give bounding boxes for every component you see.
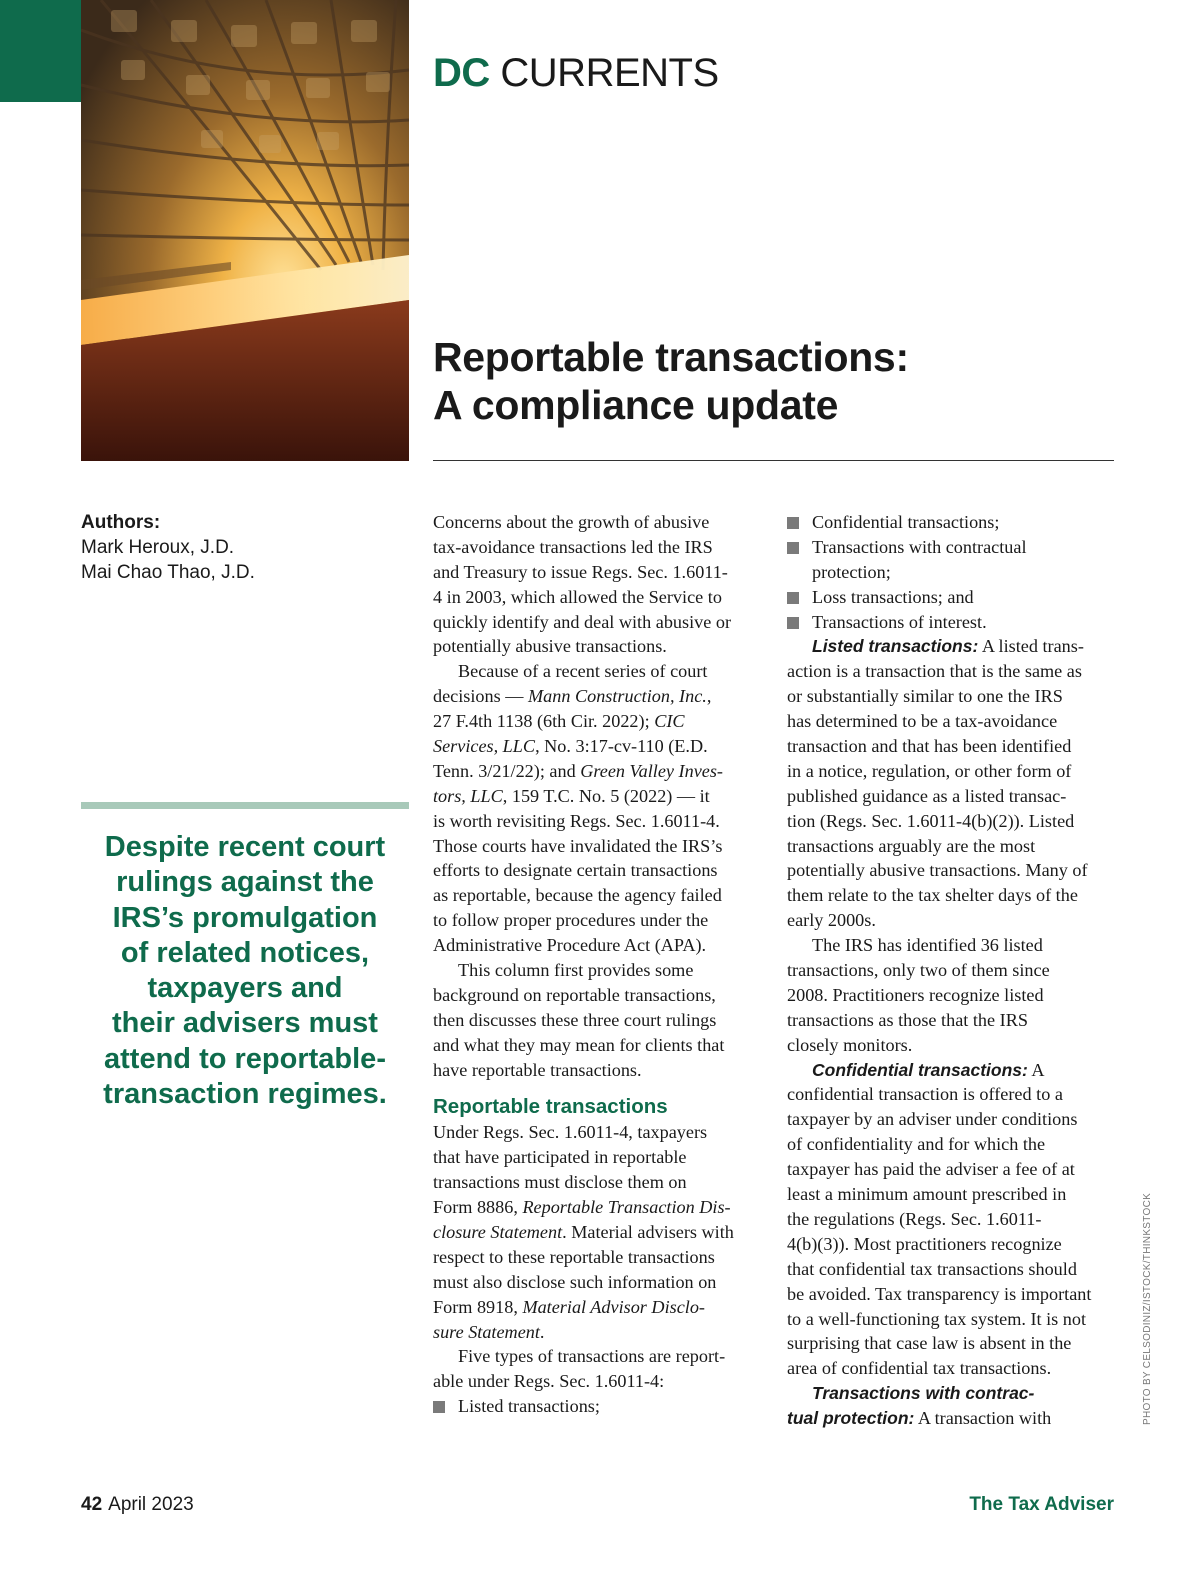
run-in-heading: Transactions with contrac- xyxy=(812,1383,1035,1404)
body-line: that confidential tax transactions should xyxy=(787,1258,1077,1279)
body-line: then discusses these three court rulings xyxy=(433,1009,717,1030)
body-line: 2008. Practitioners recognize listed xyxy=(787,984,1044,1005)
section-subheading: Reportable transactions xyxy=(433,1095,668,1119)
run-in-heading: Confidential transactions: xyxy=(812,1059,1028,1080)
body-text: Form 8918, xyxy=(433,1296,523,1317)
body-line: Those courts have invalidated the IRS’s xyxy=(433,835,723,856)
body-text: , xyxy=(706,686,712,707)
authors-heading: Authors: xyxy=(81,512,161,533)
body-line: efforts to designate certain transactions xyxy=(433,860,718,881)
body-text: . Material advisers with xyxy=(562,1221,734,1242)
square-bullet-icon xyxy=(787,592,799,604)
body-line: taxpayer by an adviser under conditions xyxy=(787,1109,1078,1130)
body-line: Under Regs. Sec. 1.6011-4, taxpayers xyxy=(433,1122,708,1143)
body-line xyxy=(787,1381,1117,1406)
case-name: Mann Construction, Inc. xyxy=(527,686,707,707)
body-line: to a well-functioning tax system. It is not xyxy=(787,1308,1087,1329)
form-title: Reportable Transaction Dis- xyxy=(522,1197,731,1218)
page-number: 42 xyxy=(81,1494,103,1515)
pull-quote-line: their advisers must xyxy=(112,1007,378,1040)
form-title: closure Statement xyxy=(433,1221,563,1242)
body-line xyxy=(433,709,761,734)
footer-folio xyxy=(81,1494,194,1516)
body-line: This column first provides some xyxy=(458,960,694,981)
body-line: transactions as those that the IRS xyxy=(787,1009,1028,1030)
body-line: to follow proper procedures under the xyxy=(433,910,709,931)
body-line: closely monitors. xyxy=(787,1034,913,1055)
body-text: A transaction with xyxy=(914,1408,1052,1429)
bullet-text: Transactions with contractual xyxy=(812,536,1027,557)
body-line: have reportable transactions. xyxy=(433,1059,642,1080)
body-line: them relate to the tax shelter days of the xyxy=(787,885,1078,906)
body-line: Because of a recent series of court xyxy=(458,661,708,682)
brand-color-block xyxy=(0,0,81,102)
case-name: tors, LLC xyxy=(433,785,503,806)
issue-date: April 2023 xyxy=(108,1494,194,1515)
publication-name: The Tax Adviser xyxy=(969,1494,1114,1515)
body-line: in a notice, regulation, or other form of xyxy=(787,760,1072,781)
photo-credit: PHOTO BY CELSODINIZ/ISTOCK/THINKSTOCK xyxy=(1142,1192,1153,1425)
body-line: potentially abusive transactions. xyxy=(433,636,667,657)
section-name: CURRENTS xyxy=(500,51,719,95)
body-line: published guidance as a listed transac- xyxy=(787,785,1067,806)
pull-quote xyxy=(81,830,409,1112)
body-line: action is a transaction that is the same as xyxy=(787,661,1082,682)
body-line: transactions arguably are the most xyxy=(787,835,1036,856)
body-line: The IRS has identified 36 listed xyxy=(812,935,1043,956)
pull-quote-line: attend to reportable- xyxy=(104,1042,386,1075)
run-in-heading: Listed transactions: xyxy=(812,636,979,657)
case-name: CIC xyxy=(654,711,685,732)
pull-quote-line: IRS’s promulgation xyxy=(112,901,378,934)
bullet-continuation: protection; xyxy=(812,561,891,582)
body-line: early 2000s. xyxy=(787,910,876,931)
body-line: respect to these reportable transactions xyxy=(433,1246,715,1267)
body-line xyxy=(433,759,761,784)
body-line: Concerns about the growth of abusive xyxy=(433,512,710,532)
body-line: Five types of transactions are report- xyxy=(458,1346,726,1367)
square-bullet-icon xyxy=(433,1401,445,1413)
body-line: Administrative Procedure Act (APA). xyxy=(433,935,707,956)
square-bullet-icon xyxy=(787,617,799,629)
body-column-middle xyxy=(433,510,761,1419)
body-line: area of confidential tax transactions. xyxy=(787,1358,1052,1379)
bullet-item xyxy=(787,510,1117,535)
body-line: quickly identify and deal with abusive or xyxy=(433,611,731,632)
body-line xyxy=(433,1320,761,1345)
body-line: and what they may mean for clients that xyxy=(433,1034,725,1055)
body-text: A listed trans- xyxy=(978,636,1084,657)
pull-quote-line: rulings against the xyxy=(116,866,374,899)
title-divider xyxy=(433,460,1114,461)
body-text: , No. 3:17-cv-110 (E.D. xyxy=(535,736,708,757)
author-name: Mai Chao Thao, J.D. xyxy=(81,562,255,583)
body-line xyxy=(433,734,761,759)
bullet-text: Transactions of interest. xyxy=(812,611,987,632)
body-line: least a minimum amount prescribed in xyxy=(787,1184,1067,1205)
form-title: Material Advisor Disclo- xyxy=(522,1296,705,1317)
bullet-item xyxy=(787,535,1117,560)
body-line xyxy=(787,1058,1117,1083)
body-line: taxpayer has paid the adviser a fee of at xyxy=(787,1159,1075,1180)
body-line: 4(b)(3)). Most practitioners recognize xyxy=(787,1233,1062,1254)
body-text: Tenn. 3/21/22); and xyxy=(433,760,581,781)
pullquote-rule xyxy=(81,802,409,809)
authors-block xyxy=(81,510,401,585)
pull-quote-line: of related notices, xyxy=(120,936,370,969)
bullet-item xyxy=(787,610,1117,635)
body-line: of confidentiality and for which the xyxy=(787,1134,1046,1155)
section-prefix: DC xyxy=(433,51,490,95)
bullet-text: Confidential transactions; xyxy=(812,512,1000,532)
body-line: and Treasury to issue Regs. Sec. 1.6011- xyxy=(433,561,728,582)
body-line: confidential transaction is offered to a xyxy=(787,1084,1063,1105)
article-title-line-2: A compliance update xyxy=(433,382,839,428)
body-line: is worth revisiting Regs. Sec. 1.6011-4. xyxy=(433,810,720,831)
bullet-text: Loss transactions; and xyxy=(812,586,974,607)
body-text: Form 8886, xyxy=(433,1197,523,1218)
article-title xyxy=(433,333,1113,429)
body-line: tion (Regs. Sec. 1.6011-4(b)(2)). Listed xyxy=(787,810,1075,831)
run-in-heading: tual protection: xyxy=(787,1408,915,1429)
body-line: has determined to be a tax-avoidance xyxy=(787,711,1058,732)
pull-quote-line: Despite recent court xyxy=(104,831,386,863)
square-bullet-icon xyxy=(787,517,799,529)
body-line: potentially abusive transactions. Many of xyxy=(787,860,1088,881)
bullet-item xyxy=(787,585,1117,610)
body-line: surprising that case law is absent in the xyxy=(787,1333,1072,1354)
form-title: sure Statement xyxy=(433,1321,540,1342)
body-line: transactions must disclose them on xyxy=(433,1172,687,1193)
body-line xyxy=(433,1220,761,1245)
pull-quote-line: taxpayers and xyxy=(147,972,343,1005)
section-label xyxy=(433,50,719,96)
body-line: or substantially similar to one the IRS xyxy=(787,686,1063,707)
body-text: decisions — xyxy=(433,686,528,707)
body-line: background on reportable transactions, xyxy=(433,984,716,1005)
body-line xyxy=(433,1195,761,1220)
body-line: tax-avoidance transactions led the IRS xyxy=(433,536,713,557)
body-line xyxy=(787,634,1117,659)
body-text: . xyxy=(539,1321,545,1342)
body-column-right xyxy=(787,510,1117,1431)
case-name: Green Valley Inves- xyxy=(580,760,723,781)
bullet-item xyxy=(433,1394,761,1419)
body-line: transaction and that has been identified xyxy=(787,736,1072,757)
author-name: Mark Heroux, J.D. xyxy=(81,537,235,558)
body-line: 4 in 2003, which allowed the Service to xyxy=(433,586,722,607)
body-line: as reportable, because the agency failed xyxy=(433,885,722,906)
body-line xyxy=(433,784,761,809)
body-line xyxy=(787,1406,1117,1431)
body-line: able under Regs. Sec. 1.6011-4: xyxy=(433,1371,665,1392)
body-text: A xyxy=(1027,1059,1045,1080)
metro-tunnel-photo xyxy=(81,0,409,461)
bullet-text: Listed transactions; xyxy=(458,1396,600,1417)
body-text: , 159 T.C. No. 5 (2022) — it xyxy=(502,785,710,806)
body-line: transactions, only two of them since xyxy=(787,960,1050,981)
article-title-line-1: Reportable transactions: xyxy=(433,334,909,380)
pull-quote-line: transaction regimes. xyxy=(103,1078,387,1111)
body-line: that have participated in reportable xyxy=(433,1147,687,1168)
body-text: 27 F.4th 1138 (6th Cir. 2022); xyxy=(433,711,655,732)
body-line: be avoided. Tax transparency is important xyxy=(787,1283,1092,1304)
body-line xyxy=(433,1295,761,1320)
case-name: Services, LLC xyxy=(433,736,536,757)
body-line: the regulations (Regs. Sec. 1.6011- xyxy=(787,1208,1042,1229)
body-line: must also disclose such information on xyxy=(433,1271,717,1292)
body-line xyxy=(433,684,761,709)
square-bullet-icon xyxy=(787,542,799,554)
